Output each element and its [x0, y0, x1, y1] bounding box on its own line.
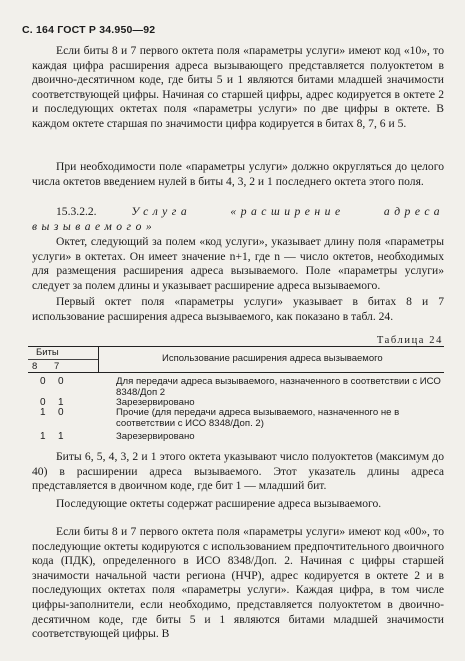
header-usage: Использование расширения адреса вызываемого: [162, 353, 383, 364]
paragraph-7: Если биты 8 и 7 первого октета поля «параметры услуги» имеют код «00», то последующие октеты кодируются с использованием предпочтительного двоичного кода (ПДК), определенного в ИСО 8348/Доп. 2. Начиная с цифры старшей значимости начальной части региона (НЧР), адрес кодируется в октете 2 и в последующих октетах поля «параметры услуги». Каждая цифра, в том числе цифры-заполнители, если необходимо, представляется полуоктетом в двоично-десятичном коде, где биты 5 и 1 являются битами младшей значимости соответствующей цифры. В: [32, 525, 444, 641]
table-24: [28, 346, 444, 442]
row-3-usage: Прочие (для передачи адреса вызываемого, назначенного не в соответствии с ИСО 8348/Доп. 2): [116, 407, 400, 430]
header-bits: Биты: [36, 347, 59, 358]
row-3-bit-8: 1: [40, 407, 46, 418]
paragraph-6: Последующие октеты содержат расширение адреса вызываемого.: [56, 497, 382, 510]
row-2-bit-8: 0: [40, 397, 46, 408]
row-4-usage: Зарезервировано: [116, 431, 195, 442]
paragraph-3: Октет, следующий за полем «код услуги», указывает длину поля «параметры услуги» в октетах. Он имеет значение n+1, где n — число октетов, необходимых для размещения расширения адреса вызываемого. Поле «параметры услуги» следует за полем длины и указывает расширение адреса вызываемого.: [32, 235, 444, 292]
table-subheader-rule: [28, 359, 98, 360]
table-header-rule: [28, 372, 444, 373]
row-3-bit-7: 0: [58, 407, 64, 418]
table-top-rule: [28, 346, 444, 347]
paragraph-5: Биты 6, 5, 4, 3, 2 и 1 этого октета указывают число полуоктетов (максимум до 40) в расширении адреса вызываемого. Этот указатель длины адреса представляется в двоичном коде, где бит 1 — младший бит.: [32, 450, 444, 493]
page-header: С. 164 ГОСТ Р 34.950—92: [22, 24, 156, 36]
paragraph-1: Если биты 8 и 7 первого октета поля «параметры услуги» имеют код «10», то каждая цифра расширения адреса вызывающего представляется полуоктетом в двоично-десятичном коде, где биты 5 и 1 являются битами младшей значимости соответствующей цифры. Начиная со старшей цифры, адрес кодируется в октете 2 и последующих октетах поля «параметры услуги» по две цифры в октете. В каждом октете старшая по значимости цифра кодируется в битах 8, 7, 6 и 5.: [32, 44, 444, 130]
row-4-bit-7: 1: [58, 431, 64, 442]
table-column-divider: [98, 346, 99, 372]
section-number: 15.3.2.2.: [56, 205, 97, 218]
table-caption: Таблица 24: [376, 335, 443, 346]
header-bit-8: 8: [32, 361, 38, 372]
row-4-bit-8: 1: [40, 431, 46, 442]
paragraph-2: При необходимости поле «параметры услуги» должно округляться до целого числа октетов введением нулей в биты 4, 3, 2 и 1 последнего октета этого поля.: [32, 160, 444, 188]
section-title: Услуга «расширение адреса вызываемого»: [32, 205, 444, 233]
header-bit-7: 7: [54, 361, 60, 372]
row-1-bit-8: 0: [40, 376, 46, 387]
row-2-bit-7: 1: [58, 397, 64, 408]
row-1-usage: Для передачи адреса вызываемого, назначенного в соответствии с ИСО 8348/Доп 2: [116, 376, 441, 399]
row-1-bit-7: 0: [58, 376, 64, 387]
row-2-usage: Зарезервировано: [116, 397, 195, 408]
paragraph-4: Первый октет поля «параметры услуги» указывает в битах 8 и 7 использование расширения адреса вызываемого, как показано в табл. 24.: [32, 295, 444, 323]
section-heading: [32, 205, 444, 234]
